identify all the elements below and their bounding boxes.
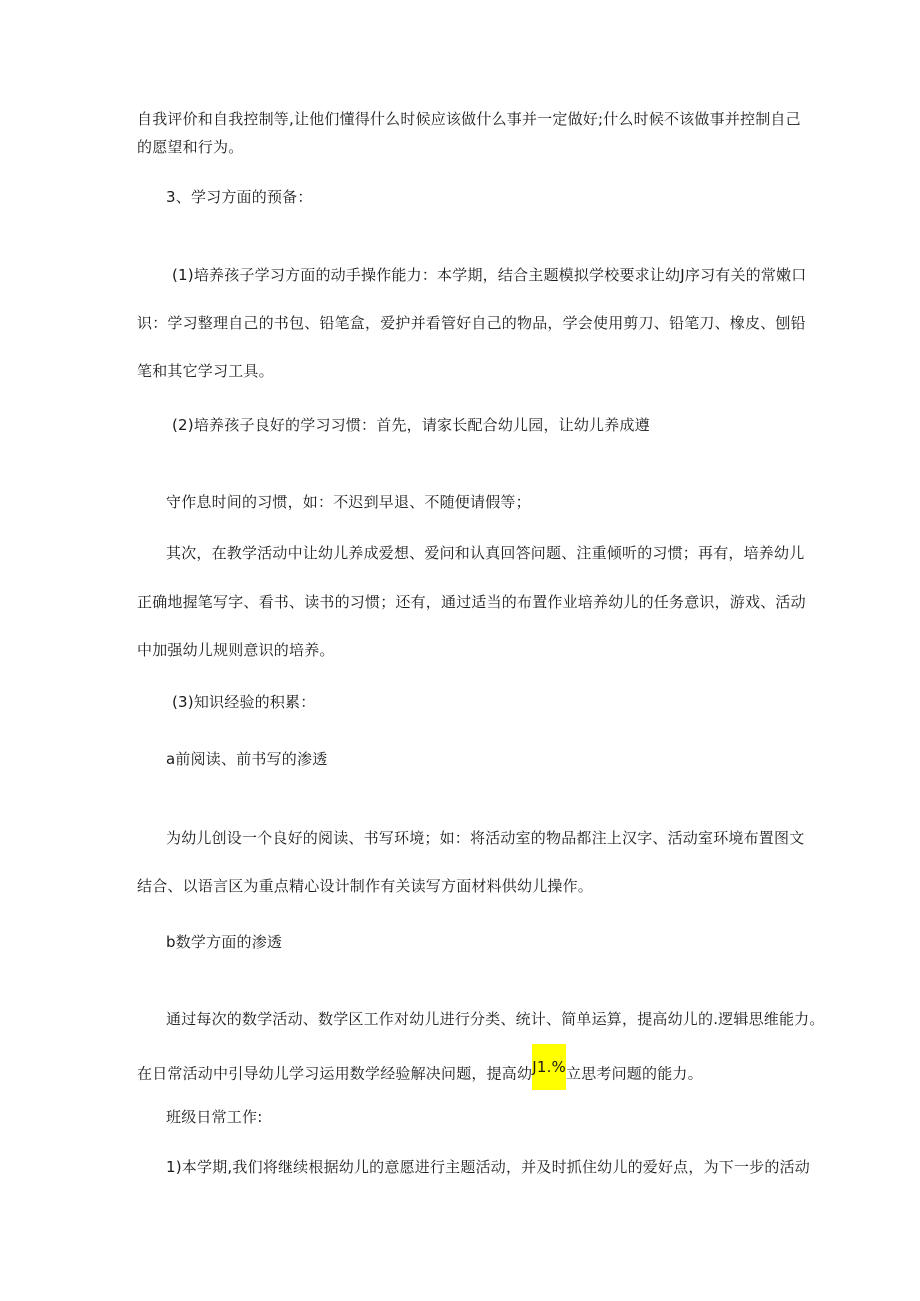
paragraph-line-10: 中加强幼儿规则意识的培养。	[137, 641, 335, 659]
section-heading-study-prep: 3、学习方面的预备：	[166, 188, 313, 206]
paragraph-line-14-end: 立思考问题的能力。	[566, 1064, 703, 1083]
paragraph-line-2: 的愿望和行为。	[137, 138, 244, 156]
paragraph-line-14-start: 在日常活动中引导幼儿学习运用数学经验解决问题，提高幼	[137, 1064, 533, 1083]
paragraph-line-5: 笔和其它学习工具。	[137, 362, 274, 380]
paragraph-line-13: 通过每次的数学活动、数学区工作对幼儿进行分类、统计、简单运算，提高幼儿的.逻辑思维能力。	[166, 1010, 825, 1028]
paragraph-line-6: (2)培养孩子良好的学习习惯：首先，请家长配合幼儿园，让幼儿养成遵	[172, 416, 650, 434]
paragraph-line-15: 1)本学期,我们将继续根据幼儿的意愿进行主题活动，并及时抓住幼儿的爱好点，为下一步的活动	[166, 1158, 810, 1176]
paragraph-line-3: (1)培养孩子学习方面的动手操作能力：本学期，结合主题模拟学校要求让幼J序习有关的常嫩口	[172, 266, 807, 284]
paragraph-line-12: 结合、以语言区为重点精心设计制作有关读写方面材料供幼儿操作。	[137, 877, 594, 895]
paragraph-line-7: 守作息时间的习惯，如：不迟到早退、不随便请假等；	[166, 493, 531, 511]
paragraph-line-9: 正确地握笔写字、看书、读书的习惯；还有，通过适当的布置作业培养幼儿的任务意识，游戏、活动	[137, 593, 806, 611]
paragraph-line-14	[137, 1058, 703, 1090]
paragraph-line-8: 其次，在教学活动中让幼儿养成爱想、爱问和认真回答问题、注重倾听的习惯；再有，培养幼儿	[166, 544, 805, 562]
paragraph-line-1: 自我评价和自我控制等,让他们懂得什么时候应该做什么事并一定做好;什么时候不该做事并控制自己	[137, 110, 801, 128]
subheading-knowledge: (3)知识经验的积累：	[172, 693, 316, 711]
subheading-math: b数学方面的渗透	[166, 933, 283, 951]
paragraph-line-4: 识：学习整理自己的书包、铅笔盒，爱护并看管好自己的物品，学会使用剪刀、铅笔刀、橡皮、刨铅	[137, 314, 806, 332]
section-heading-class-daily-work: 班级日常工作:	[166, 1108, 263, 1126]
subheading-reading-writing: a前阅读、前书写的渗透	[166, 750, 328, 768]
highlight-mark: J1.%	[532, 1044, 566, 1090]
paragraph-line-11: 为幼儿创设一个良好的阅读、书写环境；如：将活动室的物品都注上汉字、活动室环境布置图文	[166, 829, 805, 847]
